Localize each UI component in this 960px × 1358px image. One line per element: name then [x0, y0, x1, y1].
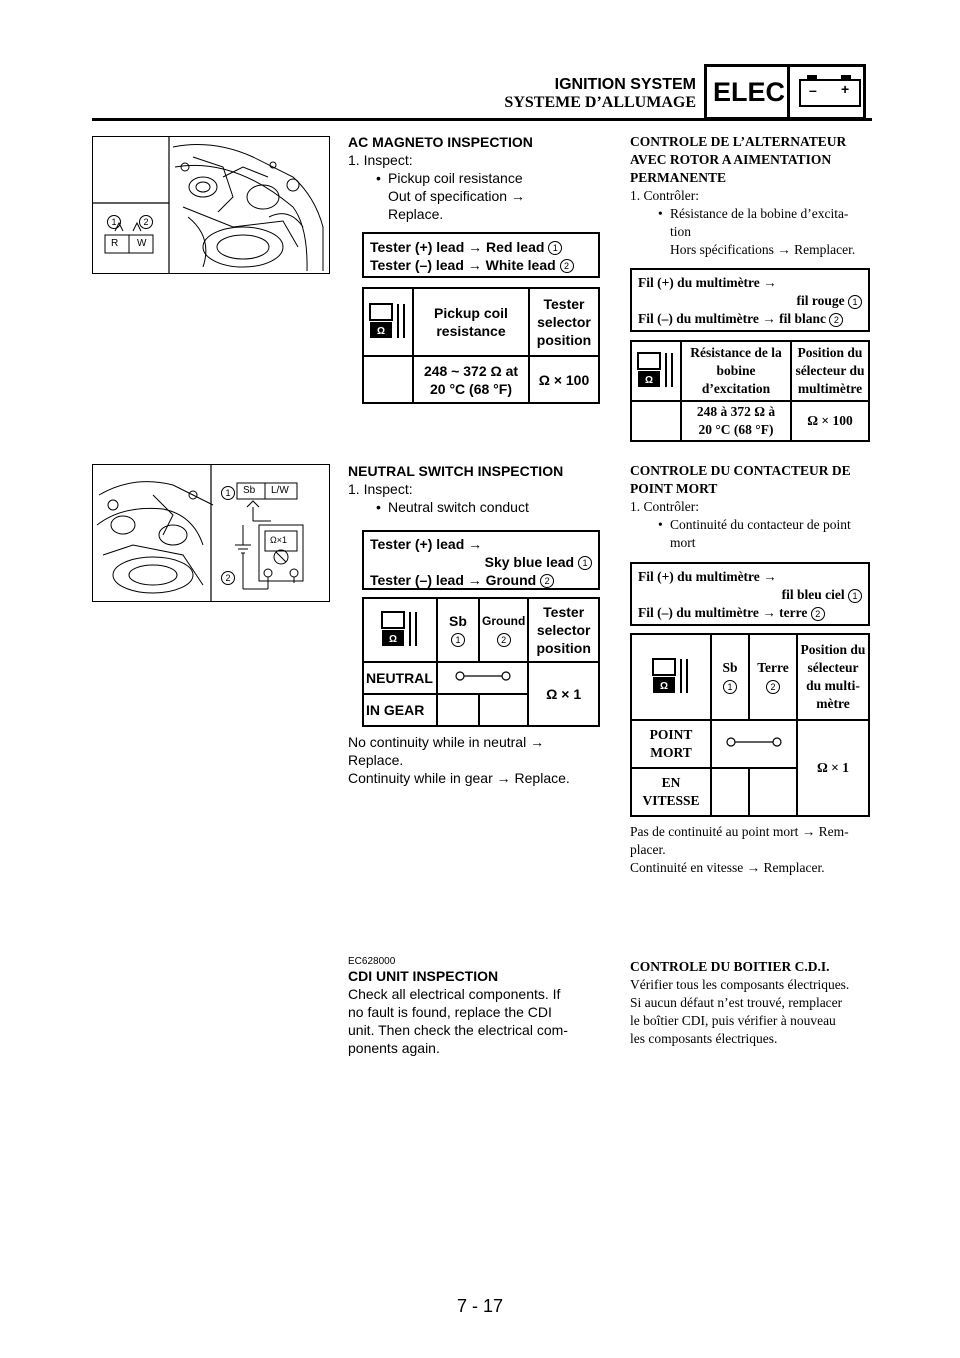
- section-badge-label: ELEC: [713, 77, 786, 107]
- header-title-fr: SYSTEME D’ALLUMAGE: [504, 94, 696, 111]
- ac-magneto-illustration: [93, 137, 329, 273]
- multimeter-icon-cell: [363, 598, 437, 662]
- continuity-symbol: [437, 662, 528, 694]
- callout-2: 2: [221, 569, 235, 587]
- callout-1: 1: [221, 484, 235, 502]
- section-badge: [704, 64, 866, 120]
- multimeter-icon-cell: [363, 288, 413, 356]
- multimeter-icon: [368, 300, 408, 340]
- svg-text:Ω: Ω: [388, 634, 398, 645]
- multimeter-icon-cell: [631, 341, 681, 401]
- tester-lead-box: Tester (+) lead → Sky blue lead 1 Tester (–) lead → Ground 2: [362, 530, 600, 590]
- multimeter-icon: [651, 655, 691, 695]
- section-code: EC628000: [348, 956, 396, 967]
- cdi-unit-section-fr: CONTROLE DU BOITIER C.D.I. Vérifier tous les composants électriques. Si aucun défaut n’est trouvé, remplacer le boîtier CDI, puis vérifier à nouveau les composants électriques.: [630, 959, 850, 1046]
- neutral-switch-notes-fr: Pas de continuité au point mort → Rem- placer. Continuité en vitesse → Remplacer.: [630, 824, 849, 875]
- meter-range-label: Ω×1: [270, 535, 287, 545]
- figure-ac-magneto: [92, 136, 330, 274]
- page-number: 7 - 17: [456, 1296, 504, 1316]
- spec-table-neutral-switch-fr: Ω Sb 1 Terre 2 Position du sélecteur du multi- mètre POINT MORT Ω × 1 EN VITESSE: [630, 633, 870, 817]
- tester-lead-box-fr: Fil (+) du multimètre → fil rouge 1 Fil (–) du multimètre → fil blanc 2: [630, 268, 870, 332]
- neutral-switch-section-fr: CONTROLE DU CONTACTEUR DE POINT MORT 1. Contrôler: • Continuité du contacteur de point mort: [630, 462, 870, 552]
- callout-1: 1: [107, 213, 121, 231]
- svg-text:Ω: Ω: [659, 680, 669, 692]
- battery-plus-icon: +: [841, 81, 850, 97]
- multimeter-icon: [636, 349, 676, 389]
- spec-table-pickup-coil: Ω Pickup coil resistance Tester selector position 248 ~ 372 Ω at 20 °C (68 °F) Ω × 100: [362, 287, 600, 404]
- wire-label-r: R: [111, 238, 119, 249]
- section-title: AC MAGNETO INSPECTION: [348, 134, 533, 150]
- multimeter-icon: [380, 608, 420, 648]
- wire-label-w: W: [137, 238, 147, 249]
- spec-table-neutral-switch: Ω Sb 1 Ground 2 Tester selector position NEUTRAL Ω × 1 IN GEAR: [362, 597, 600, 727]
- section-title: NEUTRAL SWITCH INSPECTION: [348, 463, 564, 479]
- header-title-en: IGNITION SYSTEM: [554, 76, 696, 93]
- neutral-switch-notes: No continuity while in neutral → Replace. Continuity while in gear → Replace.: [348, 734, 570, 786]
- section-title: CDI UNIT INSPECTION: [348, 968, 499, 984]
- tester-lead-box: Tester (+) lead → Red lead 1 Tester (–) lead → White lead 2: [362, 232, 600, 278]
- figure-neutral-switch: [92, 464, 330, 602]
- ac-magneto-section-fr: CONTROLE DE L’ALTERNATEUR AVEC ROTOR A AIMENTATION PERMANENTE 1. Contrôler: • Résistance de la bobine d’excita- tion Hors spécifications → Remplacer.: [630, 133, 870, 259]
- wire-label-lw: L/W: [271, 485, 289, 496]
- cdi-unit-section: EC628000 CDI UNIT INSPECTION Check all electrical components. If no fault is found, replace the CDI unit. Then check the electrical com- ponents again.: [348, 956, 602, 1057]
- continuity-icon: [448, 669, 518, 683]
- neutral-switch-illustration: [93, 465, 329, 601]
- callout-2: 2: [139, 213, 153, 231]
- continuity-symbol: [711, 720, 797, 768]
- neutral-switch-section: NEUTRAL SWITCH INSPECTION 1. Inspect: • Neutral switch conduct: [348, 462, 602, 516]
- continuity-icon: [719, 735, 789, 749]
- ac-magneto-section: AC MAGNETO INSPECTION 1. Inspect: • Pickup coil resistance Out of specification → Replace.: [348, 133, 602, 223]
- wire-label-sb: Sb: [243, 485, 256, 496]
- battery-icon: [799, 79, 861, 107]
- multimeter-icon-cell: [631, 634, 711, 720]
- bullet-item: • Pickup coil resistance: [348, 169, 602, 187]
- step-inspect: 1. Inspect:: [348, 152, 413, 168]
- spec-table-pickup-coil-fr: Ω Résistance de la bobine d’excitation Position du sélecteur du multimètre 248 à 372 Ω à 20 °C (68 °F) Ω × 100: [630, 340, 870, 442]
- svg-text:Ω: Ω: [376, 326, 386, 337]
- battery-minus-icon: –: [809, 82, 817, 98]
- tester-lead-box-fr: Fil (+) du multimètre → fil bleu ciel 1 Fil (–) du multimètre → terre 2: [630, 562, 870, 626]
- svg-text:Ω: Ω: [644, 374, 654, 386]
